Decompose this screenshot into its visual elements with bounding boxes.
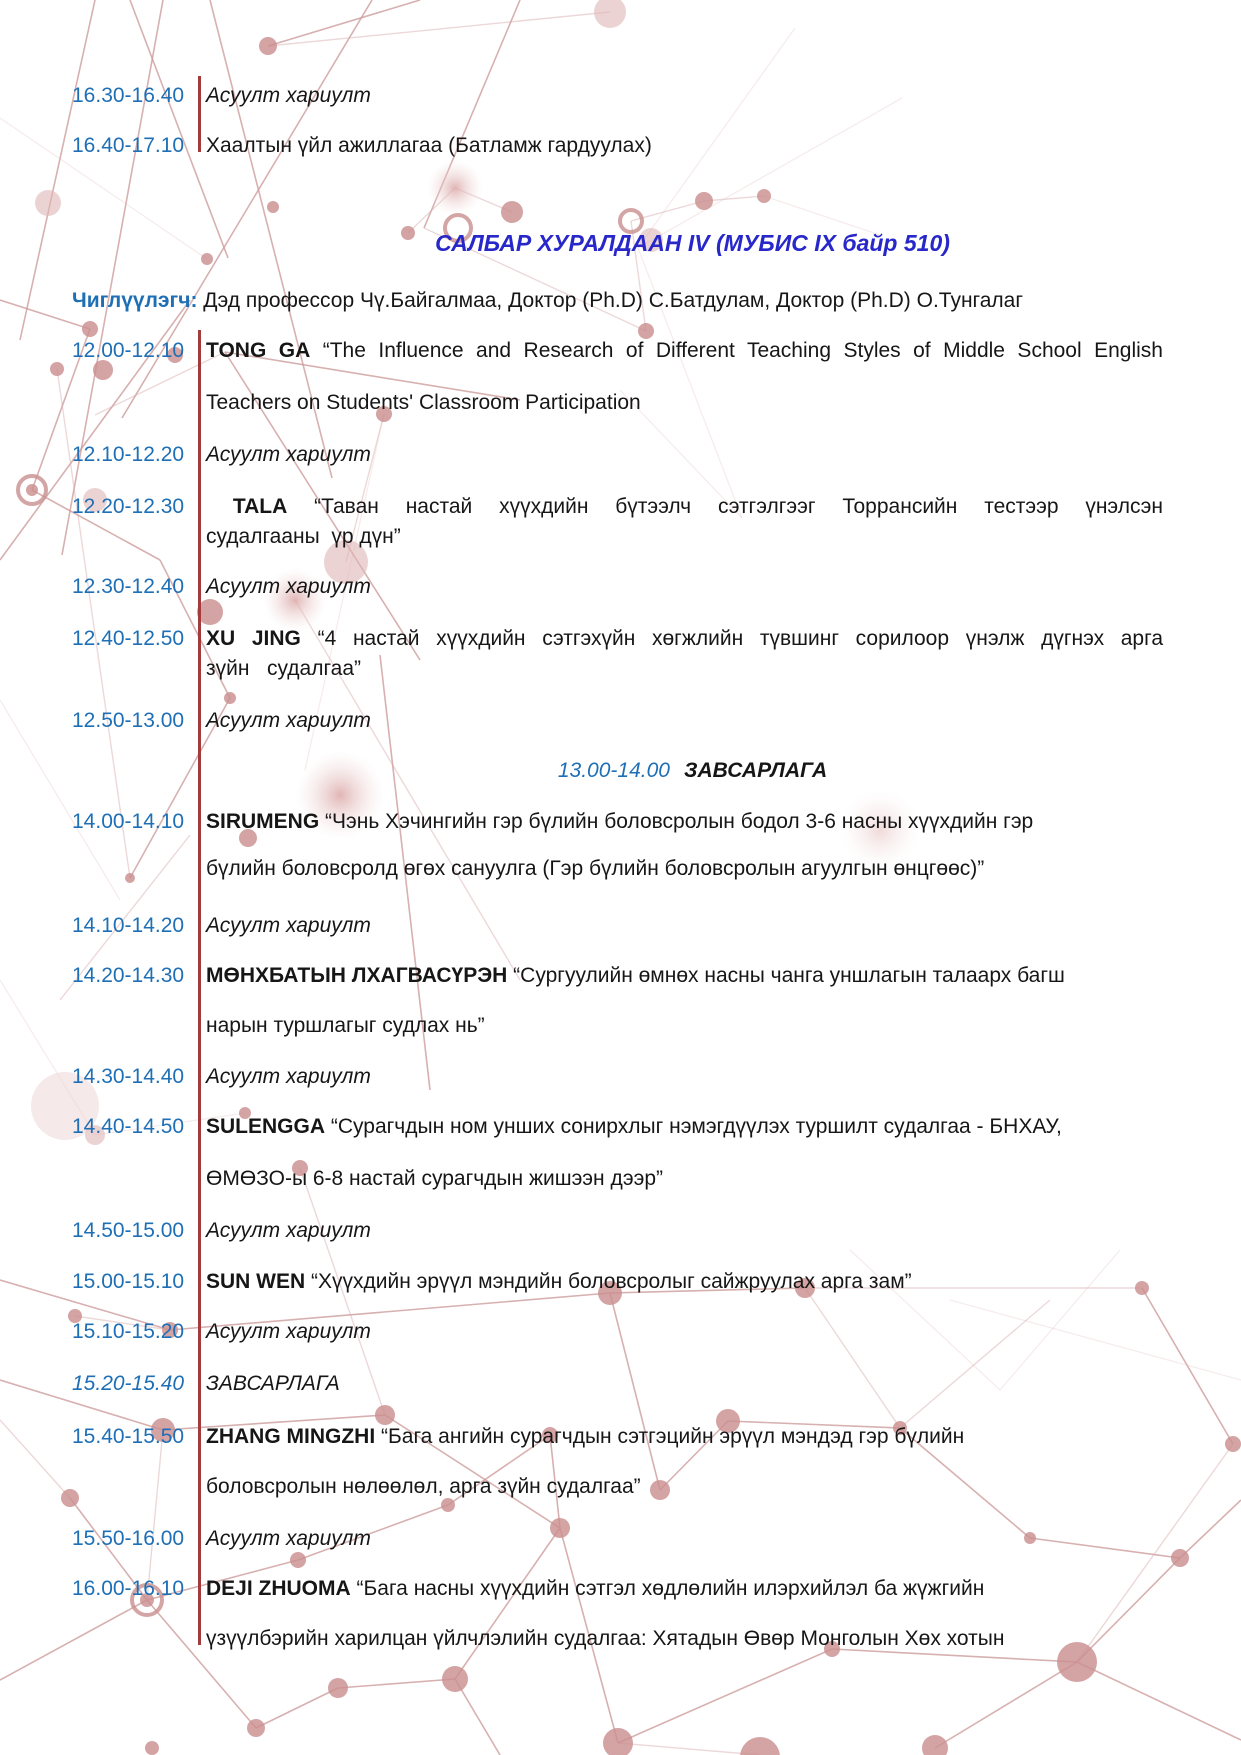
presentation-title: ZHANG MINGZHI “Бага ангийн сурагчдын сэтгэцийн эрүүл мэндэд гэр бүлийн: [206, 1425, 965, 1448]
qa-row: [0, 1318, 1241, 1346]
moderator-label: Чиглүүлэгч:: [72, 289, 198, 312]
presentation-title: МӨНХБАТЫН ЛХАГВАСҮРЭН “Сургуулийн өмнөх насны чанга уншлагын талаарх багш: [206, 964, 1065, 987]
speaker-name: SULENGGA: [206, 1115, 326, 1138]
presentation-title-continued: Teachers on Students' Classroom Participation: [206, 391, 641, 414]
moderator-names: Дэд профессор Чү.Байгалмаа, Доктор (Ph.D) С.Батдулам, Доктор (Ph.D) О.Тунгалаг: [197, 289, 1024, 312]
time-slot: 15.10-15.20: [72, 1320, 185, 1343]
presentation-title: TONG GA “The Influence and Research of Different Teaching Styles of Middle School English: [206, 339, 1163, 362]
closing-ceremony-row: [0, 132, 1241, 160]
row-text: Асуулт хариулт: [206, 1065, 371, 1088]
speaker-name: DEJI ZHUOMA: [206, 1577, 351, 1600]
session-row: [0, 962, 1241, 990]
time-slot: 12.10-12.20: [72, 443, 185, 466]
row-text: Асуулт хариулт: [206, 1320, 371, 1343]
presentation-title: TALA “Таван настай хүүхдийн бүтээлч сэтгэлгээг Торрансийн тестээр үнэлсэн: [206, 495, 1163, 518]
presentation-title-continued: ӨМӨЗО-ы 6-8 настай сурагчдын жишээн дээр”: [206, 1167, 664, 1190]
qa-row: [0, 1063, 1241, 1091]
presentation-title-continued: судалгааны үр дүн”: [206, 525, 401, 548]
session-row: [0, 1423, 1241, 1451]
moderator-row: [0, 287, 1241, 315]
row-text: Асуулт хариулт: [206, 1527, 371, 1550]
time-slot: 16.00-16.10: [72, 1577, 185, 1600]
row-text: ЗАВСАРЛАГА: [206, 1372, 340, 1395]
session-row: [0, 808, 1241, 836]
time-slot: 14.50-15.00: [72, 1219, 185, 1242]
section-title: САЛБАР ХУРАЛДААН IV (МУБИС IX байр 510): [435, 230, 950, 256]
qa-row: [0, 1525, 1241, 1553]
session-row: [0, 493, 1241, 521]
session-row: [0, 1268, 1241, 1296]
presentation-title-continued: нарын туршлагыг судлах нь”: [206, 1014, 485, 1037]
row-text: Асуулт хариулт: [206, 914, 371, 937]
presentation-title: SUN WEN “Хүүхдийн эрүүл мэндийн боловсролыг сайжруулах арга зам”: [206, 1270, 912, 1293]
time-slot: 14.30-14.40: [72, 1065, 185, 1088]
time-slot: 12.20-12.30: [72, 495, 185, 518]
time-slot: 12.30-12.40: [72, 575, 185, 598]
continuation-line: [0, 655, 1241, 683]
row-text: Хаалтын үйл ажиллагаа (Батламж гардуулах): [206, 134, 652, 157]
speaker-name: ZHANG MINGZHI: [206, 1425, 376, 1448]
time-slot: 15.00-15.10: [72, 1270, 185, 1293]
time-slot: 16.40-17.10: [72, 134, 185, 157]
speaker-name: МӨНХБАТЫН ЛХАГВАСҮРЭН: [206, 964, 508, 987]
time-slot: 15.20-15.40: [72, 1372, 185, 1395]
qa-row: [0, 82, 1241, 110]
presentation-title: SIRUMENG “Чэнь Хэчингийн гэр бүлийн боловсролын бодол 3-6 насны хүүхдийн гэр: [206, 810, 1034, 833]
row-text: Асуулт хариулт: [206, 575, 371, 598]
time-slot: 16.30-16.40: [72, 84, 185, 107]
session-row: [0, 1575, 1241, 1603]
presentation-title-continued: бүлийн боловсролд өгөх сануулга (Гэр бүлийн боловсролын агуулгын өнцгөөс)”: [206, 857, 985, 880]
qa-row: [0, 573, 1241, 601]
presentation-title-continued: зүйн судалгаа”: [206, 657, 361, 680]
break-label: ЗАВСАРЛАГА: [683, 759, 828, 782]
continuation-line: [0, 1012, 1241, 1040]
row-text: Асуулт хариулт: [206, 443, 371, 466]
time-slot: 12.50-13.00: [72, 709, 185, 732]
continuation-line: [0, 523, 1241, 551]
session-row: [0, 625, 1241, 653]
moderator-text: [72, 287, 1163, 315]
continuation-line: [0, 1625, 1241, 1653]
break-row: [0, 757, 1241, 785]
time-slot: 12.00-12.10: [72, 339, 185, 362]
time-slot: 14.20-14.30: [72, 964, 185, 987]
presentation-title-continued: үзүүлбэрийн харилцан үйлчлэлийн судалгаа: Хятадын Өвөр Монголын Хөх хотын: [206, 1627, 1005, 1650]
speaker-name: SIRUMENG: [206, 810, 320, 833]
qa-row: [0, 912, 1241, 940]
time-slot: 14.10-14.20: [72, 914, 185, 937]
row-text: Асуулт хариулт: [206, 1219, 371, 1242]
time-slot: 14.00-14.10: [72, 810, 185, 833]
presentation-title: SULENGGA “Сурагчдын ном унших сонирхлыг нэмэгдүүлэх туршилт судалгаа - БНХАУ,: [206, 1115, 1062, 1138]
row-text: Асуулт хариулт: [206, 84, 371, 107]
speaker-name: XU JING: [206, 627, 301, 650]
session-row: [0, 1113, 1241, 1141]
presentation-title-continued: боловсролын нөлөөлөл, арга зүйн судалгаа”: [206, 1475, 641, 1498]
qa-row: [0, 441, 1241, 469]
qa-row: [0, 1217, 1241, 1245]
time-slot: 15.50-16.00: [72, 1527, 185, 1550]
time-slot: 14.40-14.50: [72, 1115, 185, 1138]
continuation-line: [0, 855, 1241, 883]
session-row: [0, 337, 1241, 365]
section-header-row: [0, 229, 1241, 259]
break-inline-row: [0, 1370, 1241, 1398]
break-time: 13.00-14.00: [557, 759, 670, 782]
qa-row: [0, 707, 1241, 735]
speaker-name: SUN WEN: [206, 1270, 306, 1293]
continuation-line: [0, 1165, 1241, 1193]
continuation-line: [0, 1473, 1241, 1501]
time-slot: 12.40-12.50: [72, 627, 185, 650]
presentation-title: DEJI ZHUOMA “Бага насны хүүхдийн сэтгэл хөдлөлийн илэрхийлэл ба жүжгийн: [206, 1577, 985, 1600]
row-text: Асуулт хариулт: [206, 709, 371, 732]
presentation-title: XU JING “4 настай хүүхдийн сэтгэхүйн хөгжлийн түвшинг сорилоор үнэлж дүгнэх арга: [206, 627, 1163, 650]
time-slot: 15.40-15.50: [72, 1425, 185, 1448]
speaker-name: TALA: [206, 495, 288, 518]
continuation-line: [0, 389, 1241, 417]
speaker-name: TONG GA: [206, 339, 311, 362]
